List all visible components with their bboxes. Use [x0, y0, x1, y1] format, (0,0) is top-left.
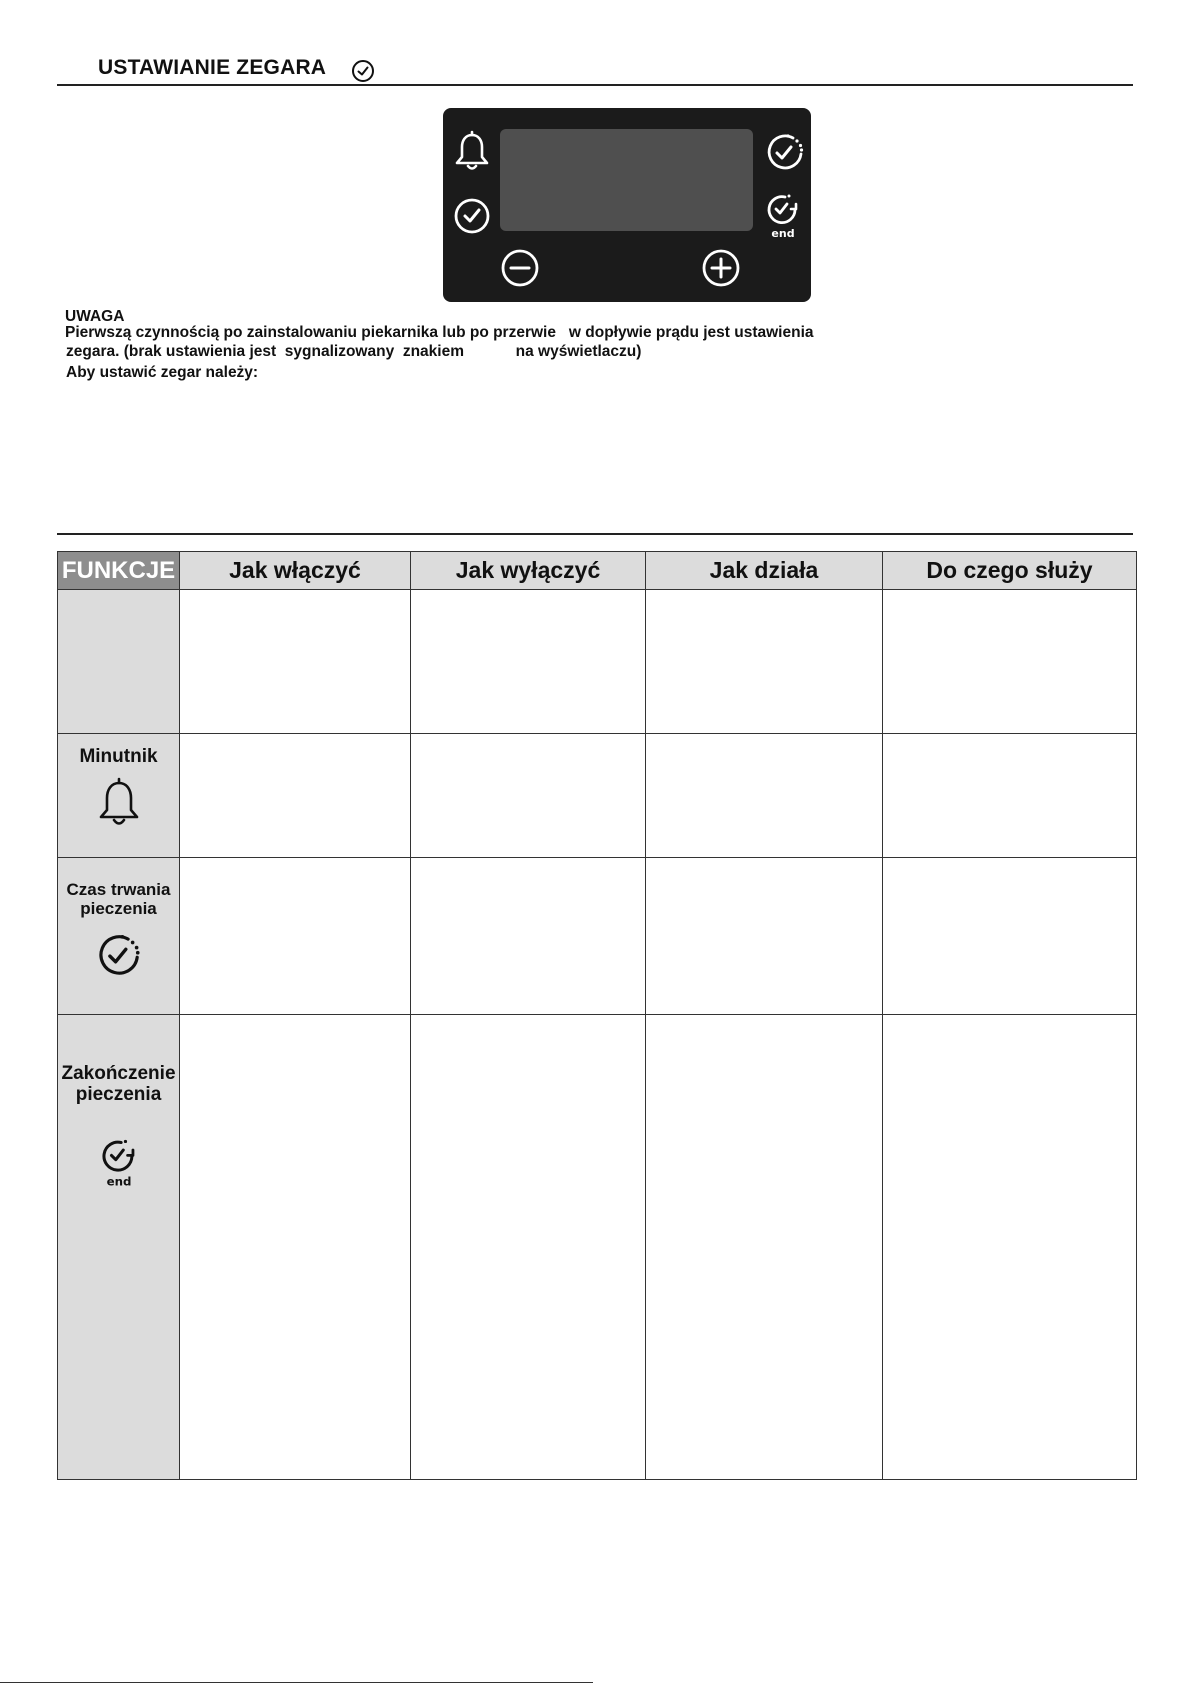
- plus-icon: [701, 248, 741, 288]
- table-row: [58, 858, 1137, 1015]
- header-jak-wylaczyc: Jak wyłączyć: [411, 552, 646, 590]
- table-cell: [883, 1015, 1137, 1480]
- table-row: [58, 734, 1137, 858]
- function-label: Zakończenie: [61, 1063, 176, 1084]
- note-heading: UWAGA: [65, 308, 125, 325]
- bell-button[interactable]: [452, 130, 492, 174]
- note-line-3: Aby ustawić zegar należy:: [66, 364, 259, 381]
- function-label: Minutnik: [79, 746, 158, 767]
- plus-button[interactable]: [701, 248, 741, 288]
- table-cell: [411, 590, 646, 734]
- table-cell: [883, 858, 1137, 1015]
- table-cell: [646, 858, 883, 1015]
- oven-control-panel: [443, 108, 811, 302]
- clock-check-icon: [350, 58, 376, 84]
- clock-check-icon: [450, 194, 494, 238]
- table-row: [58, 1015, 1137, 1480]
- cook-duration-icon: [763, 130, 807, 174]
- clock-button[interactable]: [450, 194, 494, 238]
- function-cell-minutnik: [58, 734, 180, 858]
- table-cell: [411, 1015, 646, 1480]
- table-cell: [883, 590, 1137, 734]
- section-rule: [57, 533, 1133, 535]
- note-line-2: zegara. (brak ustawienia jest sygnalizowany znakiem na wyświetlaczu): [66, 343, 642, 360]
- function-cell-zakonczenie: [58, 1015, 180, 1480]
- header-jak-dziala: Jak działa: [646, 552, 883, 590]
- cook-duration-button[interactable]: [763, 130, 807, 174]
- cook-end-icon: [761, 190, 805, 244]
- cook-end-icon: [95, 1135, 143, 1193]
- header-rule: [57, 84, 1133, 86]
- header-do-czego-sluzy: Do czego służy: [883, 552, 1137, 590]
- page-title: USTAWIANIE ZEGARA: [98, 56, 327, 79]
- end-label: end: [106, 1174, 131, 1189]
- function-label: pieczenia: [80, 899, 157, 918]
- table-cell: [646, 590, 883, 734]
- table-cell: [180, 1015, 411, 1480]
- table-cell: [646, 1015, 883, 1480]
- footer-rule: [0, 1682, 593, 1683]
- minus-button[interactable]: [500, 248, 540, 288]
- cook-end-button[interactable]: [761, 190, 805, 244]
- function-label: pieczenia: [75, 1084, 162, 1105]
- table-cell: [180, 858, 411, 1015]
- header-funkcje: FUNKCJE: [58, 552, 180, 590]
- table-cell: [646, 734, 883, 858]
- cook-duration-icon: [94, 930, 144, 980]
- note-line-1: Pierwszą czynnością po zainstalowaniu piekarnika lub po przerwie w dopływie prądu jest ustawienia: [65, 324, 814, 341]
- functions-table: [57, 551, 1136, 1480]
- function-cell-czas-trwania: [58, 858, 180, 1015]
- table-cell: [411, 858, 646, 1015]
- header-jak-wlaczyc: Jak włączyć: [180, 552, 411, 590]
- table-cell: [883, 734, 1137, 858]
- table-cell: [180, 734, 411, 858]
- clock-display: [500, 129, 753, 231]
- table-row: [58, 590, 1137, 734]
- table-cell: [411, 734, 646, 858]
- bell-icon: [452, 130, 492, 174]
- function-cell-clock: [58, 590, 180, 734]
- function-label: Czas trwania: [66, 880, 171, 899]
- bell-icon: [96, 777, 142, 831]
- end-label: end: [771, 227, 795, 240]
- minus-icon: [500, 248, 540, 288]
- table-cell: [180, 590, 411, 734]
